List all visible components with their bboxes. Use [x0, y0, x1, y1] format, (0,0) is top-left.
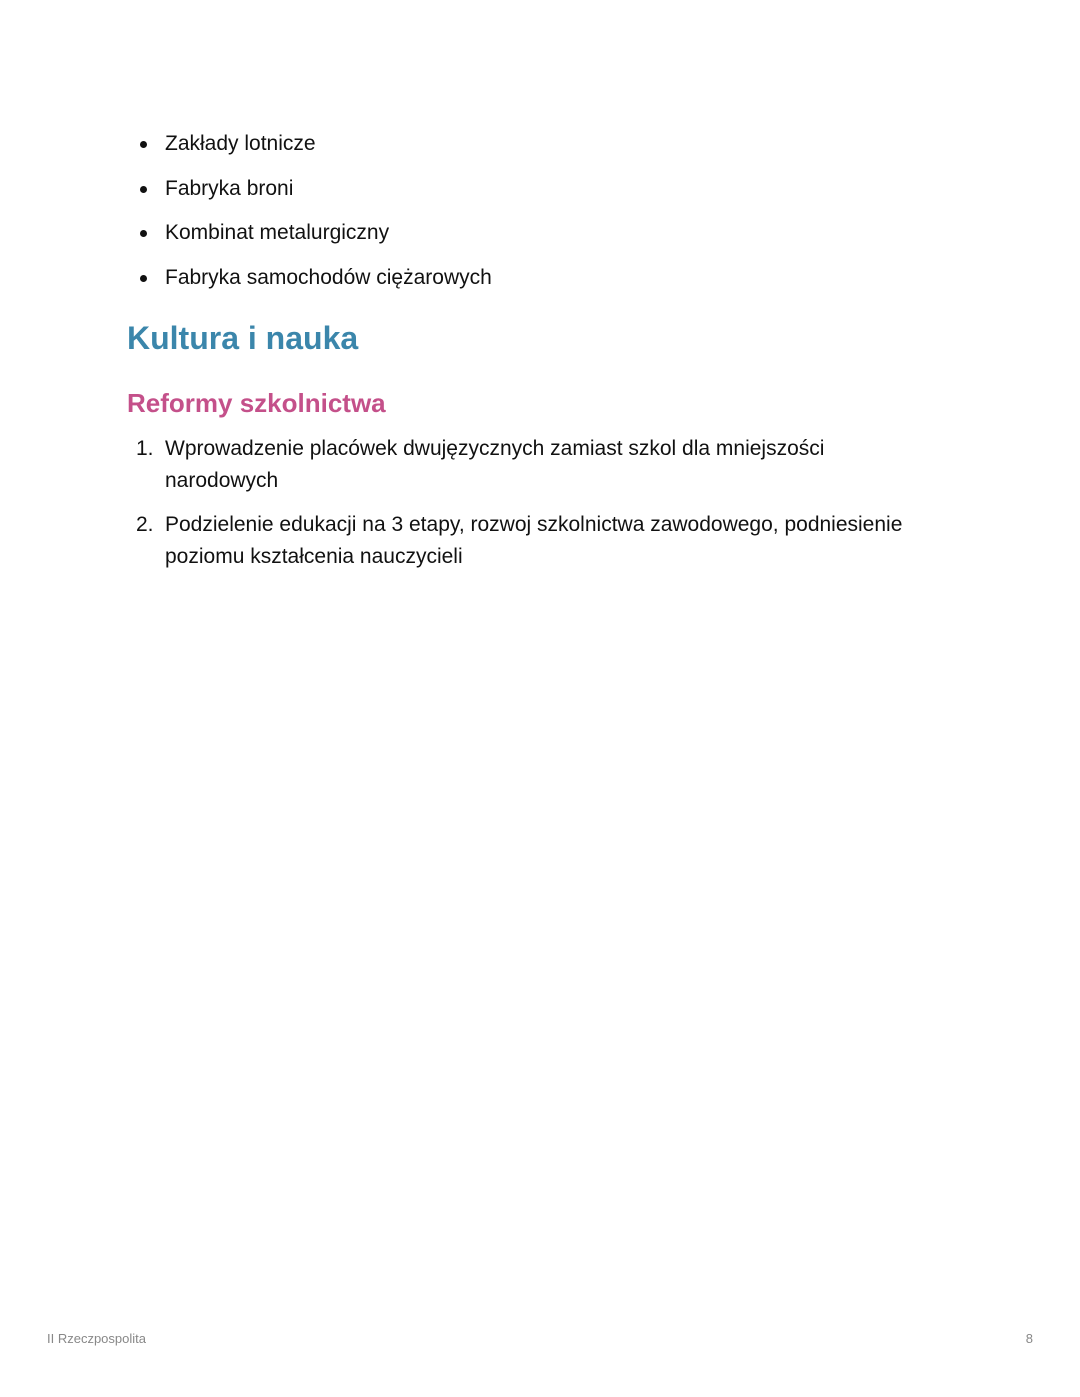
list-number: 2.	[136, 513, 154, 536]
list-item-text: Wprowadzenie placówek dwujęzycznych zamiast szkol dla mniejszości narodowych	[165, 437, 825, 492]
list-item	[128, 433, 908, 497]
bullet-list	[128, 127, 492, 305]
bullet-icon	[140, 186, 147, 193]
page-number: 8	[1025, 1331, 1033, 1346]
list-item	[128, 216, 492, 250]
list-item	[128, 127, 492, 161]
section-heading: Kultura i nauka	[127, 320, 359, 356]
list-number: 1.	[136, 437, 154, 460]
list-item	[128, 509, 908, 573]
bullet-icon	[140, 230, 147, 237]
list-item-text: Kombinat metalurgiczny	[165, 221, 390, 244]
bullet-icon	[140, 141, 147, 148]
list-item	[128, 261, 492, 295]
subsection-heading: Reformy szkolnictwa	[127, 388, 386, 418]
list-item-text: Fabryka samochodów ciężarowych	[165, 265, 492, 289]
list-item-text: Zakłady lotnicze	[165, 132, 316, 155]
list-item	[128, 172, 492, 206]
footer-title: II Rzeczpospolita	[47, 1331, 146, 1346]
bullet-icon	[140, 275, 147, 282]
list-item-text: Fabryka broni	[165, 176, 294, 200]
numbered-list	[128, 433, 908, 585]
list-item-text: Podzielenie edukacji na 3 etapy, rozwoj szkolnictwa zawodowego, podniesienie poziomu kształcenia nauczycieli	[165, 513, 903, 568]
